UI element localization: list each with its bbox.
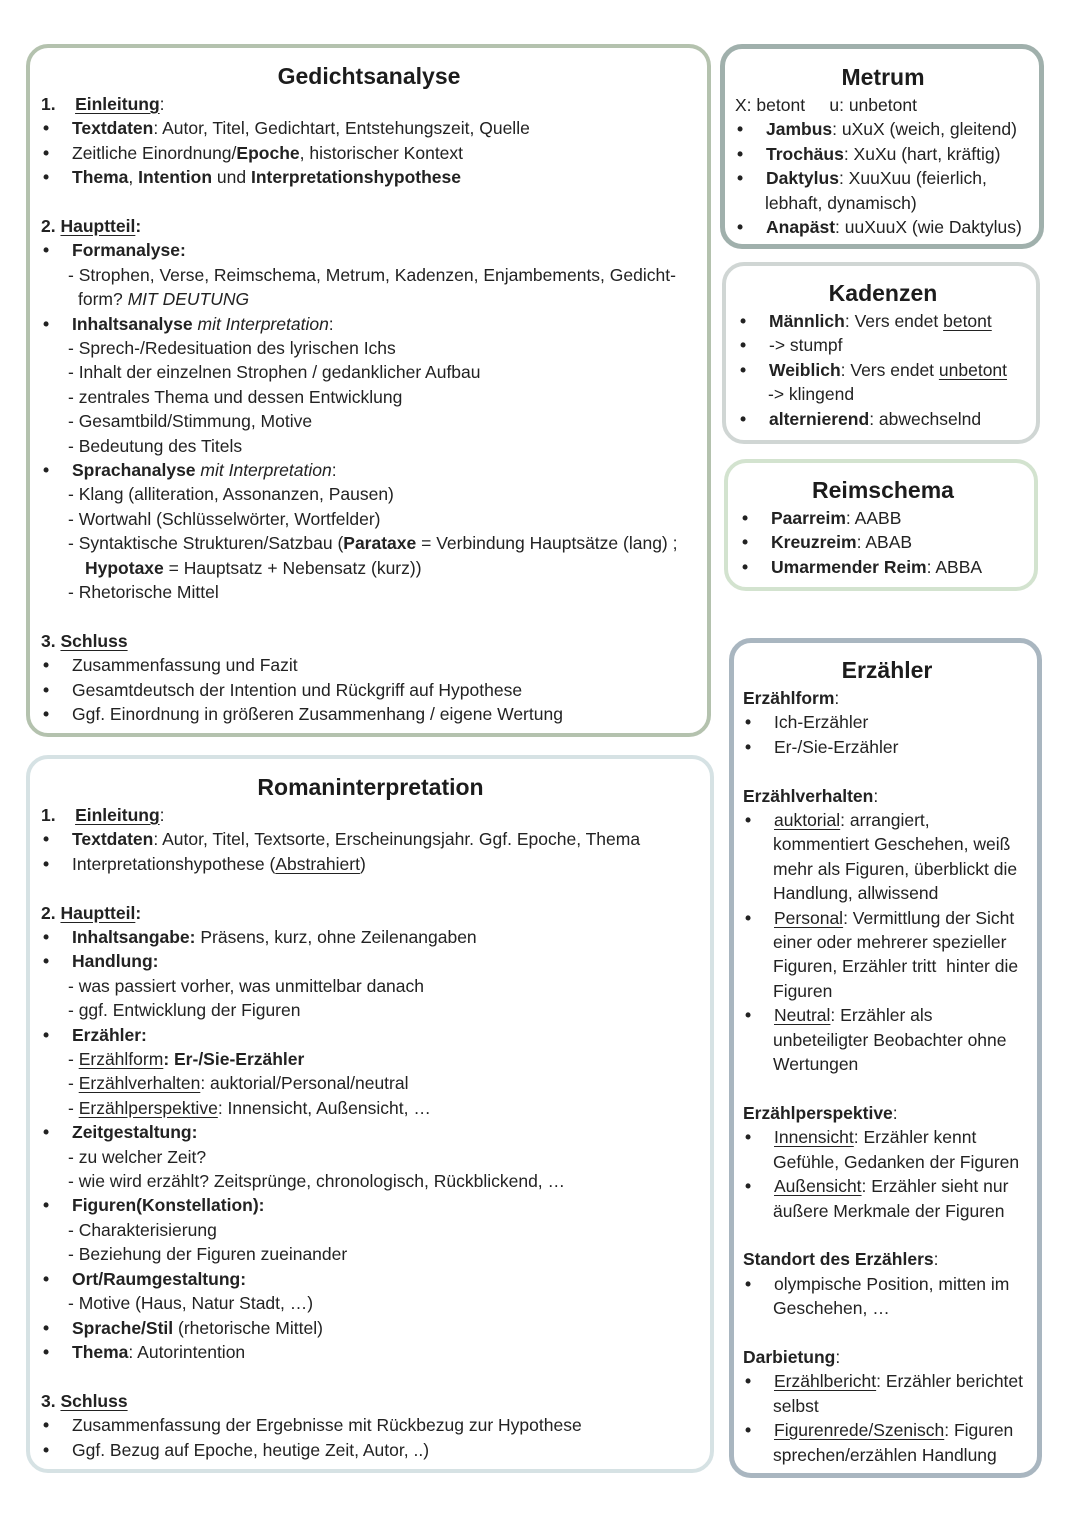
list-item-cont: unbeteiligter Beobachter ohne — [773, 1029, 1007, 1050]
standort-heading: Standort des Erzählers: — [743, 1249, 939, 1270]
list-item: • Innensicht: Erzähler kennt — [743, 1125, 1031, 1149]
list-item: • Gesamtdeutsch der Intention und Rückgriff auf Hypothese — [41, 678, 697, 702]
sub-item: - ggf. Entwicklung der Figuren — [68, 1000, 301, 1021]
sub-item: - Rhetorische Mittel — [68, 582, 219, 603]
hauptteil-heading: 2. Hauptteil: — [41, 902, 142, 923]
list-item: • Daktylus: XuuXuu (feierlich, — [735, 166, 1031, 190]
list-item: • Jambus: uXuX (weich, gleitend) — [735, 117, 1031, 141]
metrum-legend: X: betont u: unbetont — [735, 95, 917, 115]
list-item: • auktorial: arrangiert, — [743, 808, 1031, 832]
list-item: • Zeitliche Einordnung/Epoche, historischer Kontext — [41, 141, 697, 165]
list-item: • Er-/Sie-Erzähler — [743, 735, 1031, 759]
reimschema-title: Reimschema — [812, 477, 954, 503]
metrum-title: Metrum — [841, 64, 925, 90]
list-item-cont: Handlung, allwissend — [773, 883, 939, 904]
list-item: • -> stumpf — [738, 333, 1028, 357]
sub-item: - Erzählverhalten: auktorial/Personal/neutral — [68, 1073, 409, 1094]
erzaehlverhalten-heading: Erzählverhalten: — [743, 785, 879, 806]
list-item: • Weiblich: Vers endet unbetont — [738, 358, 1028, 382]
list-item: • Zeitgestaltung: — [41, 1120, 700, 1144]
gedichtsanalyse-box — [26, 44, 711, 737]
sub-item: - was passiert vorher, was unmittelbar danach — [68, 975, 424, 996]
sub-item: - Klang (alliteration, Assonanzen, Pausen) — [68, 484, 394, 505]
list-item: • Außensicht: Erzähler sieht nur — [743, 1174, 1031, 1198]
list-item: • alternierend: abwechselnd — [738, 407, 1028, 431]
list-item: • Ggf. Einordnung in größeren Zusammenhang / eigene Wertung — [41, 702, 697, 726]
schluss-heading: 3. Schluss — [41, 1390, 128, 1411]
schluss-heading: 3. Schluss — [41, 630, 128, 651]
sub-item: - Erzählperspektive: Innensicht, Außensicht, … — [68, 1097, 431, 1118]
list-item-cont: Wertungen — [773, 1054, 859, 1075]
list-item-cont: einer oder mehrerer spezieller — [773, 932, 1007, 953]
sub-item: - Strophen, Verse, Reimschema, Metrum, Kadenzen, Enjambements, Gedicht- — [68, 264, 676, 285]
sub-item: - wie wird erzählt? Zeitsprünge, chronologisch, Rückblickend, … — [68, 1171, 566, 1192]
erzaehler-title: Erzähler — [841, 657, 933, 683]
list-item-cont: Geschehen, … — [773, 1298, 890, 1319]
sub-item: - Syntaktische Strukturen/Satzbau (Parataxe = Verbindung Hauptsätze (lang) ; — [68, 533, 678, 554]
list-item-cont: Figuren, Erzähler tritt hinter die — [773, 956, 1019, 977]
sub-item: - Motive (Haus, Natur Stadt, …) — [68, 1293, 314, 1314]
list-item: • Trochäus: XuXu (hart, kräftig) — [735, 142, 1031, 166]
list-item-cont: lebhaft, dynamisch) — [765, 192, 917, 213]
sub-item: - zentrales Thema und dessen Entwicklung — [68, 386, 403, 407]
romaninterpretation-title: Romaninterpretation — [257, 774, 484, 800]
list-item: • Figurenrede/Szenisch: Figuren — [743, 1418, 1031, 1442]
list-item: • Neutral: Erzähler als — [743, 1003, 1031, 1027]
list-item: • Ich-Erzähler — [743, 710, 1031, 734]
sub-item: - Bedeutung des Titels — [68, 435, 243, 456]
list-item: • Kreuzreim: ABAB — [740, 530, 1026, 554]
list-item: • Zusammenfassung und Fazit — [41, 653, 697, 677]
sub-item: - Wortwahl (Schlüsselwörter, Wortfelder) — [68, 508, 381, 529]
list-item: • Sprache/Stil (rhetorische Mittel) — [41, 1316, 700, 1340]
darbietung-heading: Darbietung: — [743, 1346, 841, 1367]
einleitung-heading: 1. Einleitung: — [41, 94, 165, 114]
list-item: • Handlung: — [41, 949, 700, 973]
list-item: • Sprachanalyse mit Interpretation: — [41, 458, 697, 482]
list-item: • Ggf. Bezug auf Epoche, heutige Zeit, Autor, ..) — [41, 1438, 700, 1462]
list-item-cont: selbst — [773, 1395, 819, 1416]
sub-item: - Erzählform: Er-/Sie-Erzähler — [68, 1049, 305, 1070]
sub-item: - Sprech-/Redesituation des lyrischen Ichs — [68, 338, 396, 359]
list-item: • Textdaten: Autor, Titel, Gedichtart, Entstehungszeit, Quelle — [41, 116, 697, 140]
list-item: • Umarmender Reim: ABBA — [740, 555, 1026, 579]
list-item: • olympische Position, mitten im — [743, 1272, 1031, 1296]
list-item: • Formanalyse: — [41, 238, 697, 262]
erzaehlperspektive-heading: Erzählperspektive: — [743, 1102, 898, 1123]
romaninterpretation-box — [26, 755, 714, 1473]
list-item: • Paarreim: AABB — [740, 506, 1026, 530]
sub-item: - Gesamtbild/Stimmung, Motive — [68, 411, 313, 432]
sub-item: form? MIT DEUTUNG — [78, 289, 250, 310]
list-item: • Männlich: Vers endet betont — [738, 309, 1028, 333]
sub-item: - Charakterisierung — [68, 1219, 217, 1240]
list-item-cont: äußere Merkmale der Figuren — [773, 1200, 1005, 1221]
list-item: • Zusammenfassung der Ergebnisse mit Rückbezug zur Hypothese — [41, 1413, 700, 1437]
sub-item: - Inhalt der einzelnen Strophen / gedanklicher Aufbau — [68, 362, 481, 383]
list-item: • Ort/Raumgestaltung: — [41, 1267, 700, 1291]
list-item-cont: kommentiert Geschehen, weiß — [773, 834, 1011, 855]
sub-item: Hypotaxe = Hauptsatz + Nebensatz (kurz)) — [85, 557, 422, 578]
metrum-box — [720, 44, 1044, 249]
list-item: • Thema: Autorintention — [41, 1340, 700, 1364]
sub-item: - zu welcher Zeit? — [68, 1146, 207, 1167]
einleitung-heading: 1. Einleitung: — [41, 805, 165, 825]
erzaehler-box — [729, 638, 1042, 1478]
reimschema-box — [724, 459, 1038, 591]
list-item-cont: sprechen/erzählen Handlung — [773, 1444, 997, 1465]
list-item: • Anapäst: uuXuuX (wie Daktylus) — [735, 215, 1031, 239]
list-item-cont: mehr als Figuren, überblickt die — [773, 858, 1018, 879]
list-item-cont: Gefühle, Gedanken der Figuren — [773, 1151, 1020, 1172]
list-item: • Inhaltsanalyse mit Interpretation: — [41, 312, 697, 336]
gedichtsanalyse-title: Gedichtsanalyse — [277, 63, 461, 89]
list-item: • Interpretationshypothese (Abstrahiert) — [41, 852, 700, 876]
list-item-cont: -> klingend — [768, 384, 855, 405]
list-item: • Personal: Vermittlung der Sicht — [743, 906, 1031, 930]
kadenzen-title: Kadenzen — [828, 280, 938, 306]
sub-item: - Beziehung der Figuren zueinander — [68, 1244, 348, 1265]
list-item: • Inhaltsangabe: Präsens, kurz, ohne Zeilenangaben — [41, 925, 700, 949]
list-item: • Erzählbericht: Erzähler berichtet — [743, 1369, 1031, 1393]
list-item: • Thema, Intention und Interpretationshypothese — [41, 165, 697, 189]
list-item: • Figuren(Konstellation): — [41, 1193, 700, 1217]
kadenzen-box — [722, 262, 1040, 444]
list-item-cont: Figuren — [773, 980, 833, 1001]
erzaehlform-heading: Erzählform: — [743, 688, 840, 708]
hauptteil-heading: 2. Hauptteil: — [41, 216, 142, 237]
list-item: • Erzähler: — [41, 1023, 700, 1047]
list-item: • Textdaten: Autor, Titel, Textsorte, Erscheinungsjahr. Ggf. Epoche, Thema — [41, 827, 700, 851]
